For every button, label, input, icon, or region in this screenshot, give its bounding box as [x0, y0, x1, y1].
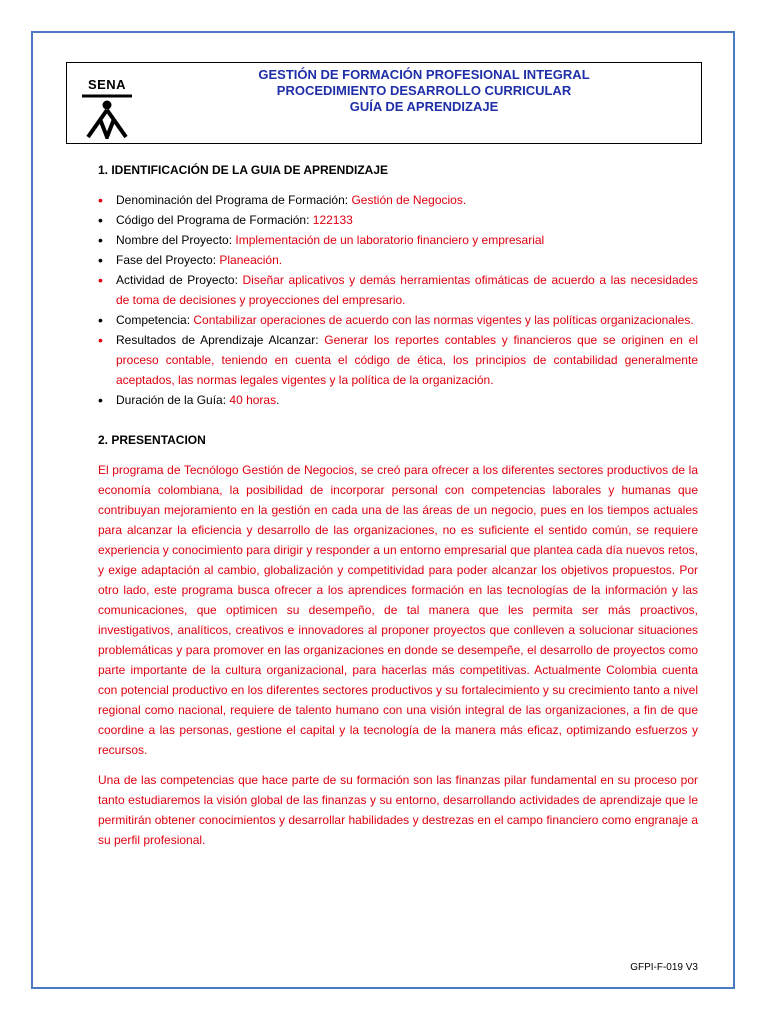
- header-title-line-2: PROCEDIMIENTO DESARROLLO CURRICULAR: [276, 83, 572, 98]
- item-value: Gestión de Negocios.: [351, 193, 467, 207]
- item-value: Contabilizar operaciones de acuerdo con las normas vigentes y las políticas organizacionales.: [193, 313, 694, 327]
- list-item: [98, 210, 698, 230]
- header-title-line-1: GESTIÓN DE FORMACIÓN PROFESIONAL INTEGRAL: [258, 67, 590, 82]
- item-value: Generar los reportes contables y financieros que se originen en el proceso contable, teniendo en cuenta el código de ética, los principios de contabilidad generalmente aceptados, las normas legales vigentes y la política de la organización.: [116, 333, 699, 387]
- item-label: Código del Programa de Formación:: [116, 213, 313, 227]
- list-item: [98, 190, 698, 210]
- list-item: [98, 330, 698, 390]
- section-2-title: 2. PRESENTACION: [98, 433, 206, 447]
- list-item: [98, 230, 698, 250]
- identification-list: [98, 190, 698, 410]
- list-item: [98, 310, 698, 330]
- document-header: [66, 62, 702, 144]
- item-label: Competencia:: [116, 313, 194, 327]
- item-label: Denominación del Programa de Formación:: [116, 193, 352, 207]
- item-label: Resultados de Aprendizaje Alcanzar:: [116, 333, 325, 347]
- item-suffix: .: [276, 393, 280, 407]
- form-code: GFPI-F-019 V3: [630, 962, 698, 973]
- item-value: 122133: [312, 213, 353, 227]
- item-value: Implementación de un laboratorio financiero y empresarial: [235, 233, 545, 247]
- item-label: Duración de la Guía:: [116, 393, 230, 407]
- header-titles: [157, 67, 691, 115]
- bullet-icon: •: [98, 272, 103, 288]
- bullet-icon: •: [98, 312, 103, 328]
- list-item: [98, 250, 698, 270]
- bullet-icon: •: [98, 332, 103, 348]
- list-item: [98, 270, 698, 310]
- bullet-icon: •: [98, 392, 103, 408]
- item-value: Planeación.: [219, 253, 283, 267]
- item-label: Fase del Proyecto:: [116, 253, 220, 267]
- item-value: 40 horas: [229, 393, 277, 407]
- sena-logo: [78, 77, 136, 139]
- sena-logo-icon: [78, 93, 136, 139]
- presentation-paragraph-1: El programa de Tecnólogo Gestión de Negocios, se creó para ofrecer a los diferentes sectores productivos de la economía colombiana, la posibilidad de incorporar personal con competencias laborales y humanas que contribuyan mejoramiento en la gestión en cada una de las áreas de un negocio, pues en los tiempos actuales para alcanzar la eficiencia y desarrollo de las organizaciones, no es suficiente el sentido común, se requiere experiencia y conocimiento para dirigir y responder a un entorno empresarial que plantea cada día nuevos retos, y exige adaptación al cambio, globalización y competitividad para poder alcanzar los objetivos propuestos. Por otro lado, este programa busca ofrecer a los aprendices formación en las tecnologías de la información y las comunicaciones, que optimicen su desempeño, de tal manera que les permita ser más proactivos, investigativos, analíticos, creativos e innovadores al proponer proyectos que conlleven a solucionar situaciones problemáticas y para promover en las organizaciones en donde se desempeñe, el desarrollo de proyectos como parte importante de la cultura organizacional, para hacerlas más competitivas. Actualmente Colombia cuenta con potencial productivo en los diferentes sectores productivos y su fortalecimiento y su crecimiento tanto a nivel regional como nacional, requiere de talento humano con una visión integral de las organizaciones, a fin de que coordine a las personas, gestione el capital y la tecnología de la manera más eficaz, optimizando esfuerzos y recursos.: [98, 463, 698, 757]
- bullet-icon: •: [98, 252, 103, 268]
- item-value: Diseñar aplicativos y demás herramientas ofimáticas de acuerdo a las necesidades de toma de decisiones y proyecciones del empresario.: [116, 273, 698, 307]
- logo-text: SENA: [87, 77, 127, 92]
- document-body: [98, 160, 698, 850]
- header-title-line-3: GUÍA DE APRENDIZAJE: [349, 99, 499, 114]
- item-label: Actividad de Proyecto:: [116, 273, 243, 287]
- bullet-icon: •: [98, 212, 103, 228]
- bullet-icon: •: [98, 232, 103, 248]
- list-item: [98, 390, 698, 410]
- presentation-paragraph-2: Una de las competencias que hace parte de su formación son las finanzas pilar fundamental en su proceso por tanto estudiaremos la visión global de las finanzas y su entorno, desarrollando actividades de aprendizaje que le permitirán obtener conocimientos y desarrollar habilidades y destrezas en el campo financiero como engranaje a su perfil profesional.: [98, 773, 698, 847]
- section-1-title: 1. IDENTIFICACIÓN DE LA GUIA DE APRENDIZAJE: [98, 163, 389, 177]
- bullet-icon: •: [98, 192, 103, 208]
- item-label: Nombre del Proyecto:: [116, 233, 236, 247]
